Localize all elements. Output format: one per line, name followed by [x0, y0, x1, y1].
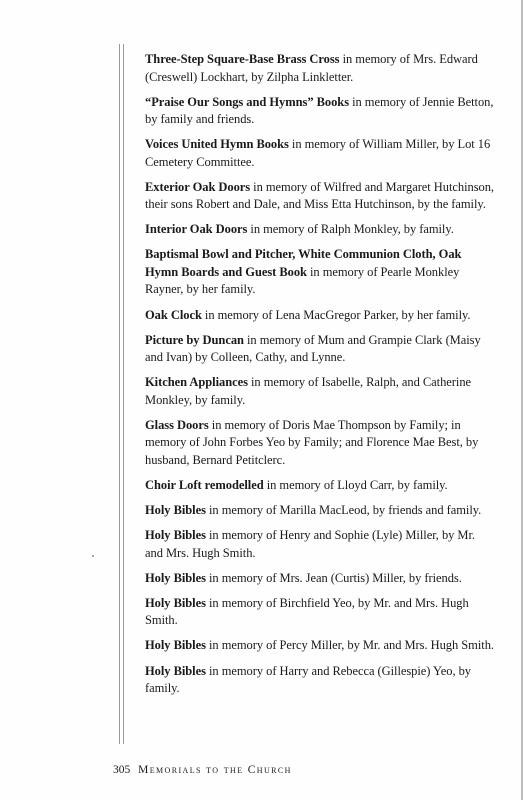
- memorial-item: “Praise Our Songs and Hymns” Books: [145, 94, 350, 109]
- memorial-item: Three-Step Square-Base Brass Cross: [145, 52, 340, 66]
- memorial-description: in memory of Lena MacGregor Parker, by her family.: [201, 307, 471, 322]
- memorial-entry: [145, 94, 495, 129]
- memorial-description: in memory of Doris Mae Thompson by Family; in memory of John Forbes Yeo by Family; and Florence Mae Best, by husband, Bernard Petitclerc.: [145, 417, 479, 467]
- memorial-description: in memory of Marilla MacLeod, by friends and family.: [205, 503, 482, 518]
- memorial-description: in memory of Lloyd Carr, by family.: [263, 477, 448, 492]
- memorial-entry: [145, 570, 495, 588]
- memorial-entry: [145, 663, 495, 698]
- memorial-item: Exterior Oak Doors: [145, 179, 251, 194]
- memorial-item: Picture by Duncan: [145, 332, 244, 347]
- memorial-entry: [145, 417, 495, 470]
- memorial-item: Holy Bibles: [145, 663, 206, 678]
- memorial-description: in memory of Henry and Sophie (Lyle) Miller, by Mr. and Mrs. Hugh Smith.: [145, 528, 475, 560]
- memorial-description: in memory of Ralph Monkley, by family.: [247, 222, 454, 237]
- memorial-list: [145, 51, 495, 705]
- memorial-description: in memory of Percy Miller, by Mr. and Mrs. Hugh Smith.: [205, 638, 494, 653]
- memorial-description: in memory of Wilfred and Margaret Hutchinson, their sons Robert and Dale, and Miss Etta Hutchinson, by the family.: [145, 179, 495, 212]
- memorial-entry: [145, 179, 495, 214]
- running-head: Memorials to the Church: [138, 764, 292, 776]
- memorial-item: Holy Bibles: [145, 570, 206, 585]
- memorial-entry: [145, 246, 495, 299]
- memorial-item: Holy Bibles: [145, 595, 206, 610]
- memorial-item: Baptismal Bowl and Pitcher, White Communion Cloth, Oak Hymn Boards and Guest Book: [145, 247, 462, 279]
- margin-rule-outer: [119, 44, 120, 744]
- memorial-description: in memory of Pearle Monkley Rayner, by her family.: [145, 264, 460, 297]
- memorial-entry: [145, 136, 495, 171]
- scan-speck: [92, 555, 94, 557]
- memorial-description: in memory of Harry and Rebecca (Gillespie) Yeo, by family.: [145, 663, 472, 695]
- page-footer: [113, 764, 292, 776]
- memorial-entry: [145, 637, 495, 655]
- memorial-entry: [145, 502, 495, 520]
- memorial-description: in memory of Mrs. Edward (Creswell) Lockhart, by Zilpha Linkletter.: [145, 52, 478, 84]
- memorial-entry: [145, 221, 495, 239]
- memorial-entry: [145, 51, 495, 86]
- page-number: 305: [113, 764, 131, 776]
- memorial-item: Glass Doors: [145, 417, 209, 432]
- memorial-item: Oak Clock: [145, 307, 202, 322]
- margin-rule-inner: [123, 44, 124, 744]
- memorial-item: Kitchen Appliances: [145, 375, 248, 390]
- memorial-item: Holy Bibles: [145, 528, 206, 543]
- memorial-description: in memory of Mum and Grampie Clark (Maisy and Ivan) by Colleen, Cathy, and Lynne.: [145, 332, 481, 365]
- memorial-description: in memory of William Miller, by Lot 16 Cemetery Committee.: [145, 137, 491, 169]
- memorial-item: Holy Bibles: [145, 503, 206, 518]
- memorial-entry: [145, 374, 495, 409]
- memorial-entry: [145, 477, 495, 495]
- memorial-description: in memory of Jennie Betton, by family and friends.: [145, 94, 494, 127]
- memorial-entry: [145, 307, 495, 325]
- memorial-item: Interior Oak Doors: [145, 222, 248, 237]
- memorial-description: in memory of Isabelle, Ralph, and Catherine Monkley, by family.: [145, 375, 472, 407]
- memorial-item: Choir Loft remodelled: [145, 477, 264, 492]
- memorial-description: in memory of Mrs. Jean (Curtis) Miller, by friends.: [205, 570, 462, 585]
- memorial-item: Holy Bibles: [145, 638, 206, 653]
- memorial-entry: [145, 527, 495, 562]
- memorial-entry: [145, 595, 495, 630]
- memorial-description: in memory of Birchfield Yeo, by Mr. and Mrs. Hugh Smith.: [145, 595, 469, 628]
- memorial-entry: [145, 332, 495, 367]
- memorial-item: Voices United Hymn Books: [145, 137, 289, 152]
